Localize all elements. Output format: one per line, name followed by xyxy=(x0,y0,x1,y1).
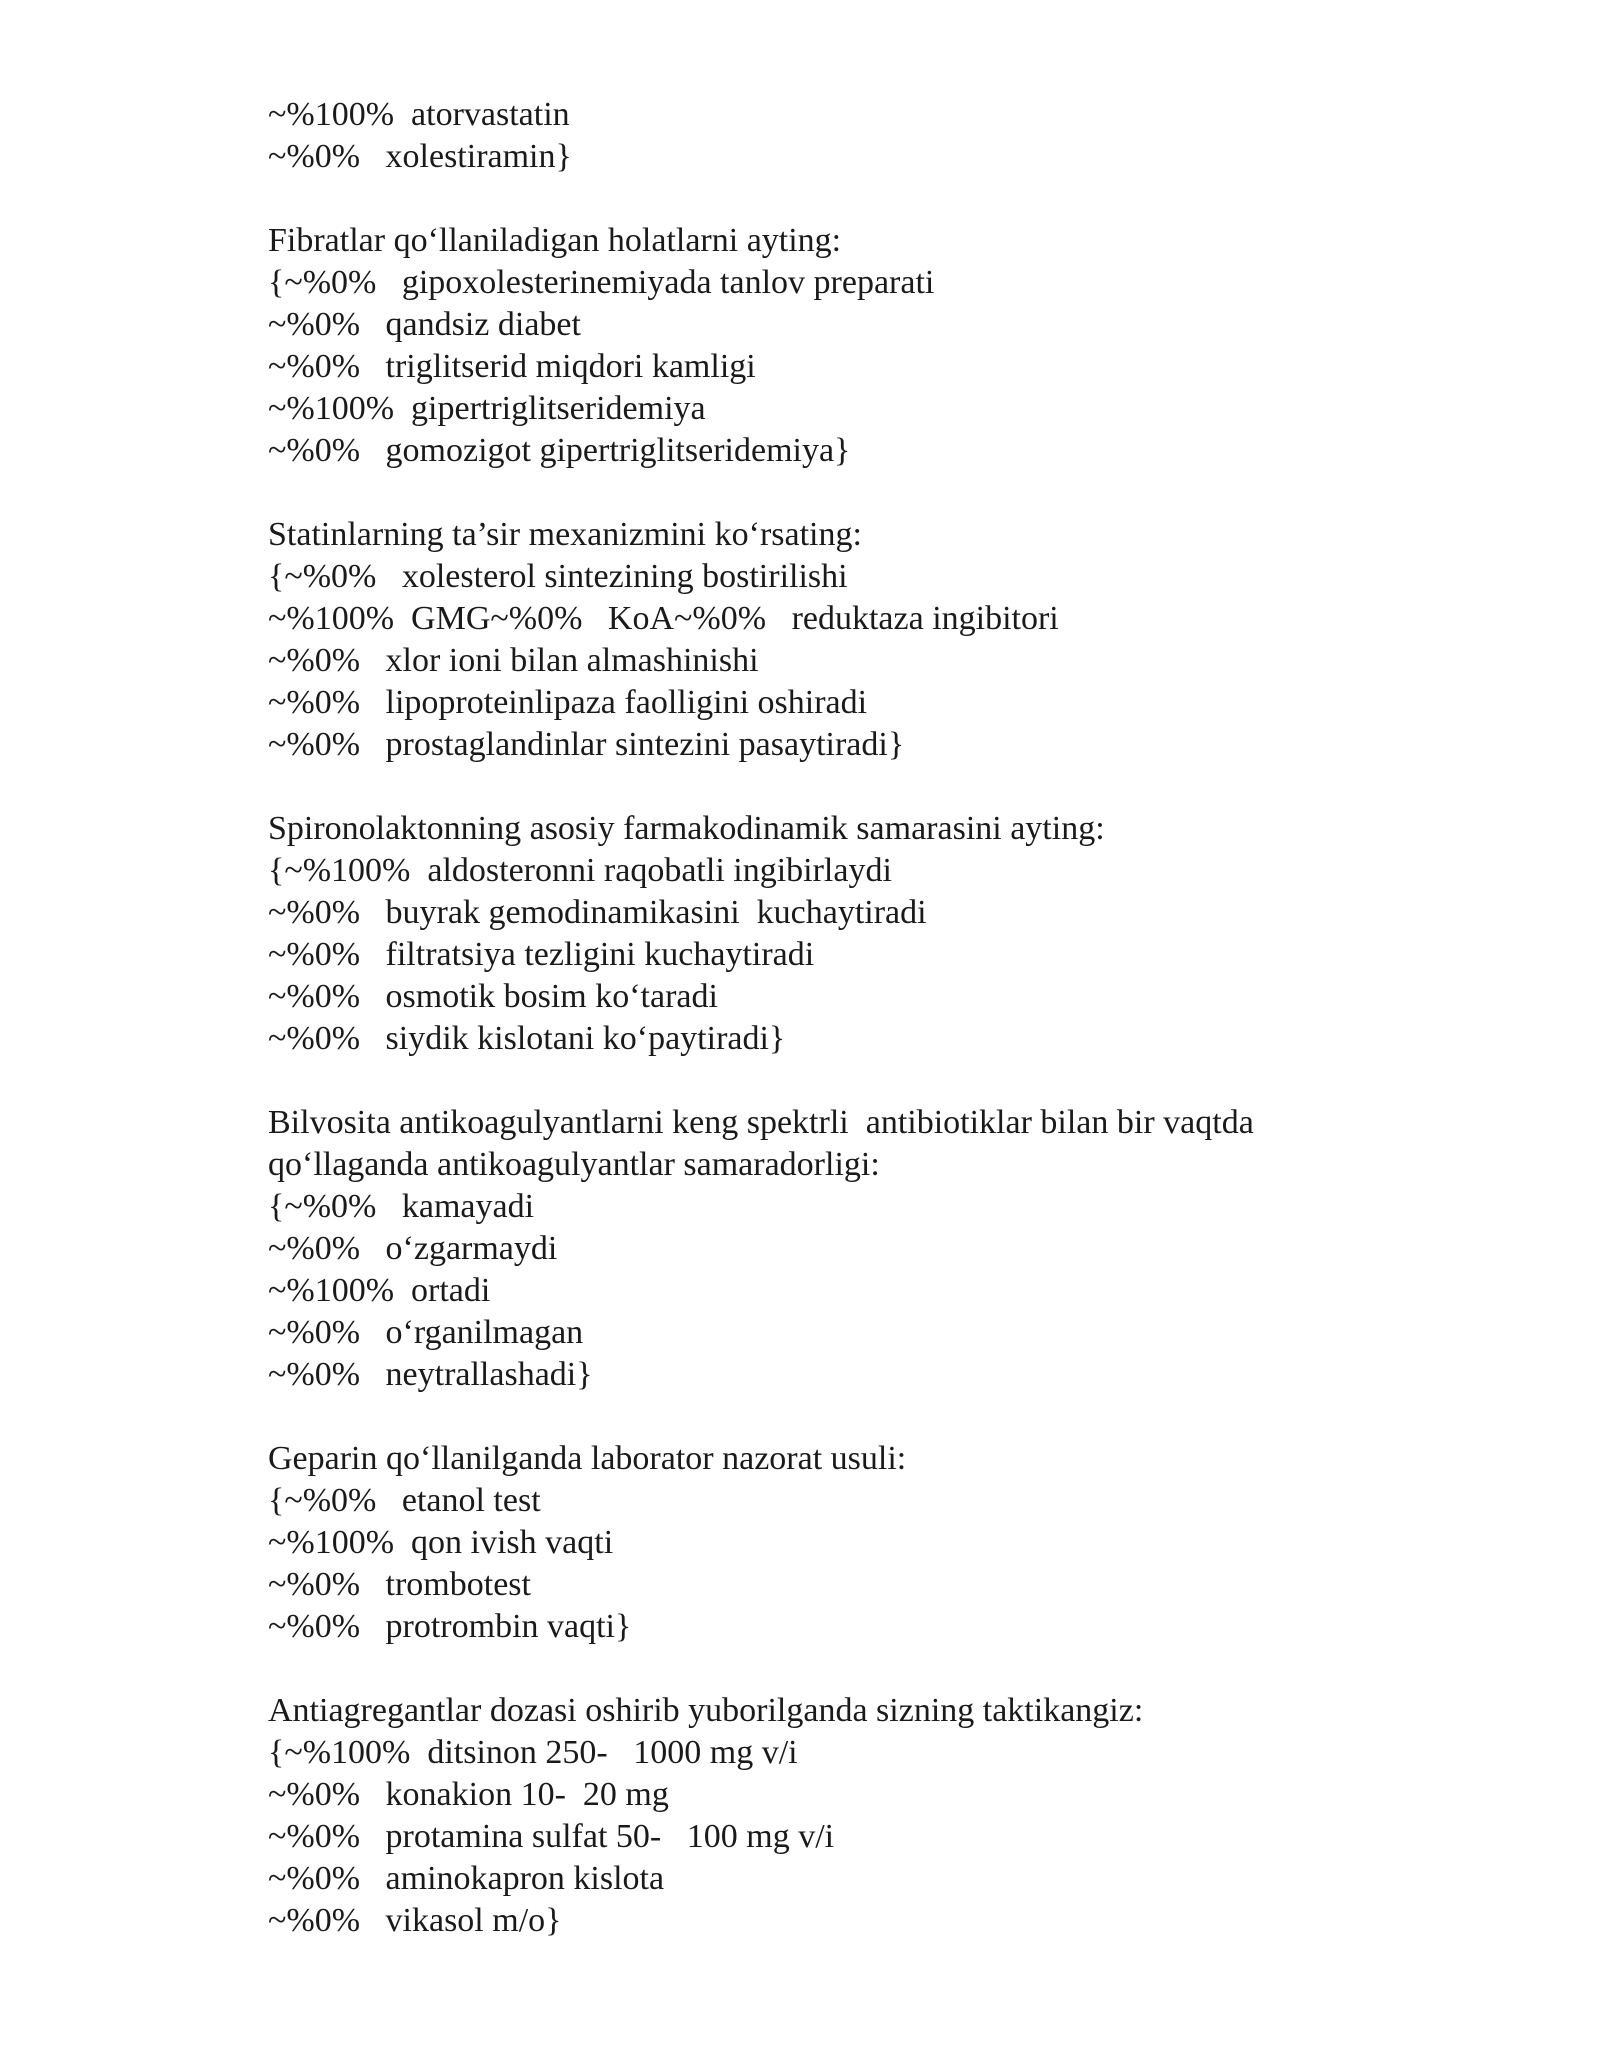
question-block xyxy=(268,1102,1448,1396)
answer-line: {~%0% xolesterol sintezining bostirilishi xyxy=(268,558,848,595)
answer-line: {~%0% gipoxolesterinemiyada tanlov preparati xyxy=(268,264,935,301)
answer-line: ~%100% atorvastatin xyxy=(268,96,570,133)
answer-line: ~%100% GMG~%0% KoA~%0% reduktaza ingibitori xyxy=(268,600,1059,637)
question-text: Antiagregantlar dozasi oshirib yuborilganda sizning taktikangiz: xyxy=(268,1692,1144,1729)
question-block xyxy=(268,1690,1448,1942)
answer-line: ~%0% osmotik bosim ko‘taradi xyxy=(268,978,718,1015)
answer-line: ~%0% filtratsiya tezligini kuchaytiradi xyxy=(268,936,815,973)
answer-line: ~%0% o‘zgarmaydi xyxy=(268,1230,558,1267)
answer-line: ~%0% triglitserid miqdori kamligi xyxy=(268,348,756,385)
document-content xyxy=(268,94,1448,1984)
answer-line: ~%0% siydik kislotani ko‘paytiradi} xyxy=(268,1020,786,1057)
question-text: Statinlarning ta’sir mexanizmini ko‘rsating: xyxy=(268,516,862,553)
answer-line: {~%100% ditsinon 250- 1000 mg v/i xyxy=(268,1734,798,1771)
answer-line: ~%0% vikasol m/o} xyxy=(268,1902,562,1939)
answer-line: ~%0% trombotest xyxy=(268,1566,531,1603)
question-block xyxy=(268,514,1448,766)
question-block xyxy=(268,94,1448,178)
answer-line: ~%0% gomozigot gipertriglitseridemiya} xyxy=(268,432,851,469)
answer-line: ~%0% aminokapron kislota xyxy=(268,1860,665,1897)
question-block xyxy=(268,1438,1448,1648)
answer-line: ~%0% lipoproteinlipaza faolligini oshiradi xyxy=(268,684,868,721)
question-text: Spironolaktonning asosiy farmakodinamik samarasini ayting: xyxy=(268,810,1105,847)
answer-line: ~%0% protamina sulfat 50- 100 mg v/i xyxy=(268,1818,835,1855)
answer-line: ~%100% gipertriglitseridemiya xyxy=(268,390,706,427)
answer-line: ~%0% buyrak gemodinamikasini kuchaytiradi xyxy=(268,894,927,931)
answer-line: ~%0% xolestiramin} xyxy=(268,138,572,175)
question-text: Bilvosita antikoagulyantlarni keng spektrli antibiotiklar bilan bir vaqtda xyxy=(268,1104,1254,1141)
answer-line: ~%0% o‘rganilmagan xyxy=(268,1314,584,1351)
answer-line: ~%0% konakion 10- 20 mg xyxy=(268,1776,669,1813)
answer-line: {~%0% etanol test xyxy=(268,1482,541,1519)
answer-line: ~%100% ortadi xyxy=(268,1272,491,1309)
answer-line: {~%100% aldosteronni raqobatli ingibirlaydi xyxy=(268,852,892,889)
answer-line: ~%0% neytrallashadi} xyxy=(268,1356,593,1393)
answer-line: ~%0% protrombin vaqti} xyxy=(268,1608,632,1645)
question-text: Fibratlar qo‘llaniladigan holatlarni ayting: xyxy=(268,222,842,259)
question-text: qo‘llaganda antikoagulyantlar samaradorligi: xyxy=(268,1146,880,1183)
answer-line: ~%0% qandsiz diabet xyxy=(268,306,581,343)
answer-line: ~%100% qon ivish vaqti xyxy=(268,1524,614,1561)
answer-line: ~%0% xlor ioni bilan almashinishi xyxy=(268,642,759,679)
answer-line: ~%0% prostaglandinlar sintezini pasaytiradi} xyxy=(268,726,905,763)
question-text: Geparin qo‘llanilganda laborator nazorat usuli: xyxy=(268,1440,907,1477)
answer-line: {~%0% kamayadi xyxy=(268,1188,535,1225)
question-block xyxy=(268,808,1448,1060)
question-block xyxy=(268,220,1448,472)
